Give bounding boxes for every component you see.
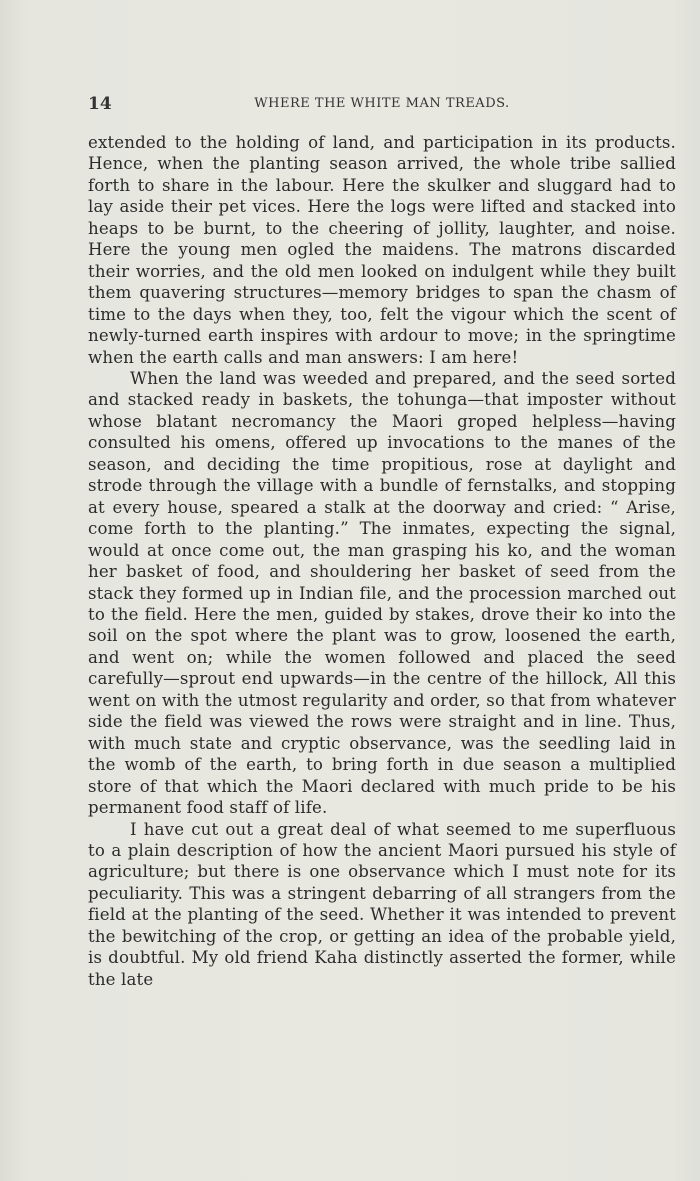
body-text (88, 132, 676, 990)
running-title: WHERE THE WHITE MAN TREADS. (254, 96, 510, 111)
paragraph-stranger-debarring: I have cut out a great deal of what seemed to me superfluous to a plain description of how the ancient Maori pursued his style of agriculture; but there is one observance which I must note for its peculiarity. This was a stringent debarring of all strangers from the field at the planting of the seed. Whether it was intended to prevent the bewitching of the crop, or getting an idea of the probable yield, is doubtful. My old friend Kaha distinctly asserted the former, while the late (88, 819, 676, 989)
page-header (88, 94, 676, 118)
paragraph-planting-procession: When the land was weeded and prepared, and the seed sorted and stacked ready in baskets, the tohunga—that imposter without whose blatant necromancy the Maori groped helpless—having consulted his omens, offered up invocations to the manes of the season, and deciding the time propitious, rose at daylight and strode through the village with a bundle of fernstalks, and stopping at every house, speared a stalk at the doorway and cried: “ Arise, come forth to the planting.” The inmates, expecting the signal, would at once come out, the man grasping his ko, and the woman her basket of food, and shouldering her basket of seed from the stack they formed up in Indian file, and the procession marched out to the field. Here the men, guided by stakes, drove their ko into the soil on the spot where the plant was to grow, loosened the earth, and went on; while the women followed and placed the seed carefully—sprout end upwards—in the centre of the hillock, All this went on with the utmost regularity and order, so that from whatever side the field was viewed the rows were straight and in line. Thus, with much state and cryptic observance, was the seedling laid in the womb of the earth, to bring forth in due season a multiplied store of that which the Maori declared with much pride to be his permanent food staff of life. (88, 368, 676, 818)
page-number: 14 (88, 94, 112, 114)
paragraph-continued: extended to the holding of land, and participation in its products. Hence, when the planting season arrived, the whole tribe sallied forth to share in the labour. Here the skulker and sluggard had to lay aside their pet vices. Here the logs were lifted and stacked into heaps to be burnt, to the cheering of jollity, laughter, and noise. Here the young men ogled the maidens. The matrons discarded their worries, and the old men looked on indulgent while they built them quavering structures—memory bridges to span the chasm of time to the days when they, too, felt the vigour which the scent of newly-turned earth inspires with ardour to move; in the springtime when the earth calls and man answers: I am here! (88, 133, 676, 367)
